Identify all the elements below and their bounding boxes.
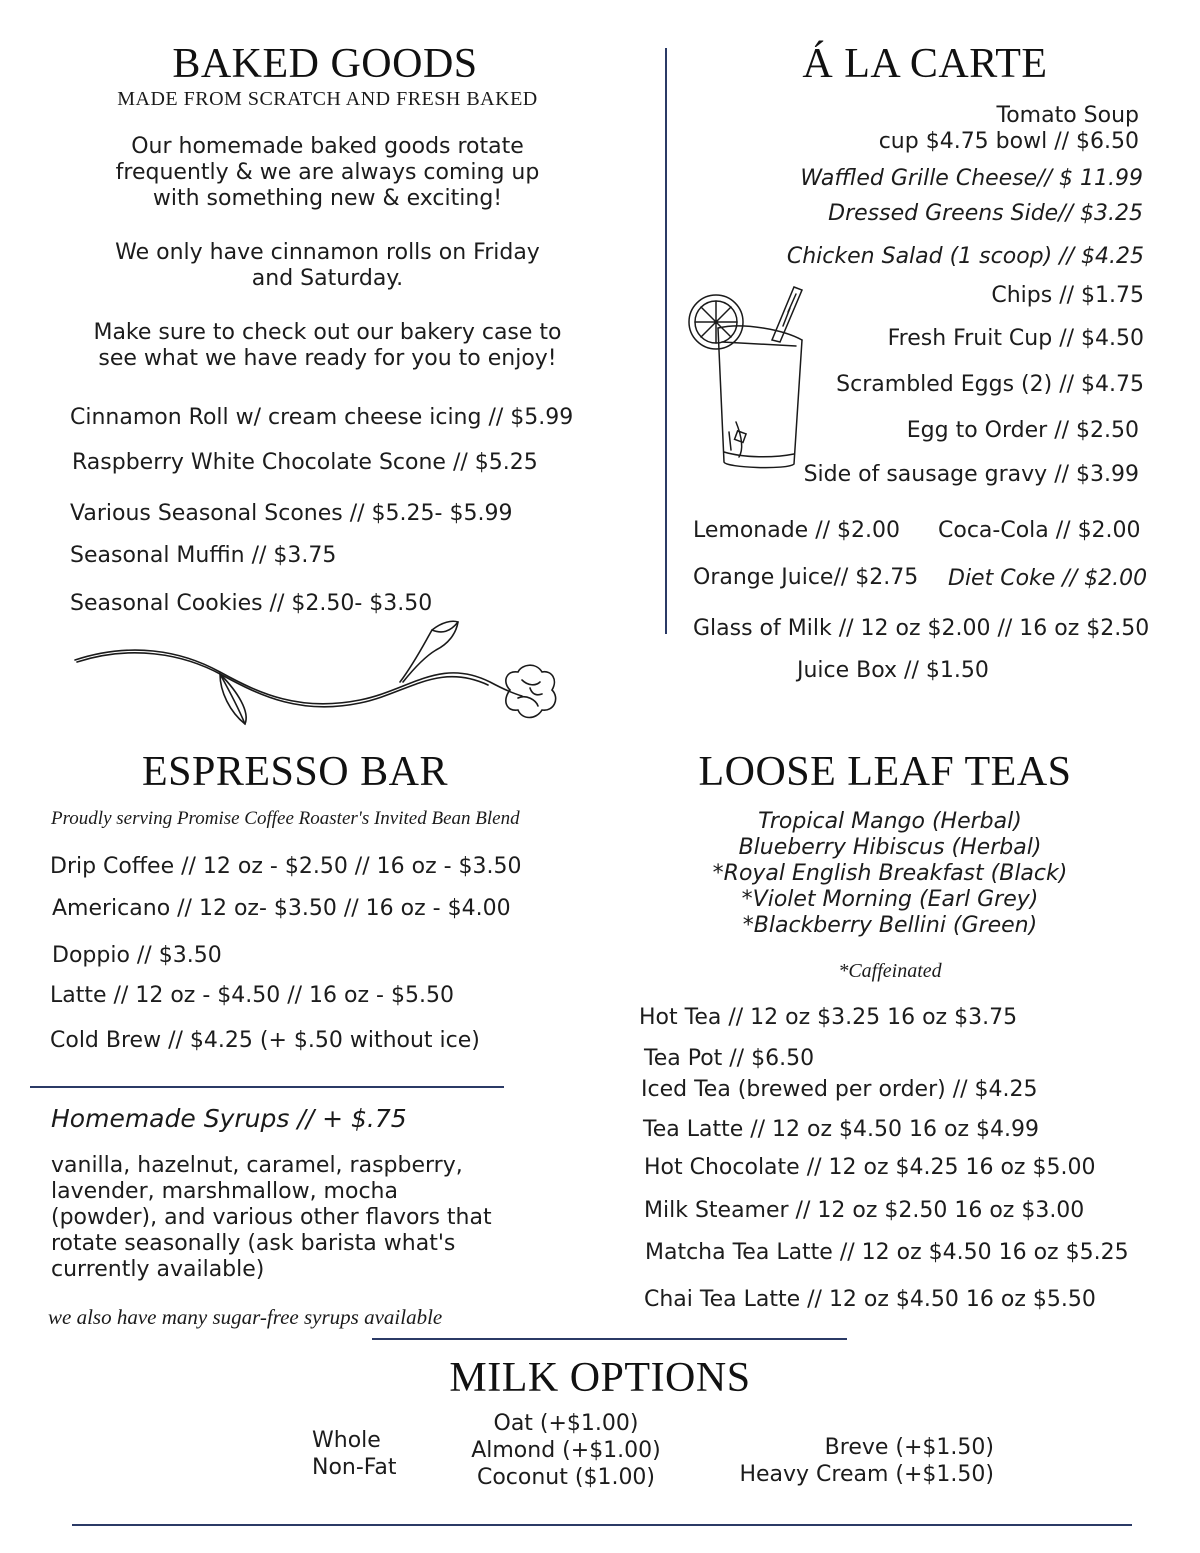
milk-option: Coconut ($1.00)	[476, 1465, 656, 1490]
espresso-divider	[30, 1086, 504, 1088]
tea-item: Tea Latte // 12 oz $4.50 16 oz $4.99	[643, 1117, 1039, 1142]
milk-top-divider	[372, 1338, 847, 1340]
syrups-heading: Homemade Syrups // + $.75	[51, 1104, 407, 1133]
syrups-line: lavender, marshmallow, mocha	[51, 1179, 398, 1204]
flower-vine-illustration	[70, 612, 570, 737]
tea-item: Iced Tea (brewed per order) // $4.25	[641, 1077, 1038, 1102]
milk-option: Oat (+$1.00)	[493, 1411, 639, 1436]
baked-goods-subtitle: MADE FROM SCRATCH AND FRESH BAKED	[117, 88, 538, 110]
espresso-item: Drip Coffee // 12 oz - $2.50 // 16 oz - $3.50	[50, 854, 522, 879]
drink-item: Coca-Cola // $2.00	[938, 518, 1141, 543]
baked-intro-line: and Saturday.	[251, 266, 404, 291]
espresso-item: Latte // 12 oz - $4.50 // 16 oz - $5.50	[50, 983, 454, 1008]
baked-goods-title: BAKED GOODS	[172, 41, 478, 87]
baked-item: Seasonal Cookies // $2.50- $3.50	[70, 591, 433, 616]
baked-intro-line: frequently & we are always coming up	[115, 160, 540, 185]
a-la-carte-item: Chips // $1.75	[991, 283, 1144, 308]
tea-item: Tea Pot // $6.50	[644, 1046, 815, 1071]
milk-option: Whole	[312, 1428, 381, 1453]
syrups-line: rotate seasonally (ask barista what's	[51, 1231, 456, 1256]
a-la-carte-item: Side of sausage gravy // $3.99	[803, 462, 1139, 487]
baked-intro-line: with something new & exciting!	[152, 186, 503, 211]
tea-variety: *Blackberry Bellini (Green)	[742, 913, 1038, 938]
a-la-carte-item: cup $4.75 bowl // $6.50	[878, 129, 1139, 154]
baked-intro-line: Make sure to check out our bakery case to	[93, 320, 562, 345]
footer-divider	[72, 1524, 1132, 1526]
tea-variety: *Violet Morning (Earl Grey)	[741, 887, 1039, 912]
a-la-carte-item: Egg to Order // $2.50	[906, 418, 1139, 443]
a-la-carte-item: Tomato Soup	[996, 103, 1139, 128]
a-la-carte-item: Dressed Greens Side// $3.25	[828, 201, 1143, 226]
baked-intro-line: We only have cinnamon rolls on Friday	[115, 240, 540, 265]
drink-item: Juice Box // $1.50	[797, 658, 989, 683]
a-la-carte-item: Fresh Fruit Cup // $4.50	[887, 326, 1144, 351]
baked-item: Various Seasonal Scones // $5.25- $5.99	[70, 501, 513, 526]
tea-item: Chai Tea Latte // 12 oz $4.50 16 oz $5.50	[644, 1287, 1096, 1312]
lemonade-glass-illustration	[684, 282, 814, 477]
a-la-carte-item: Chicken Salad (1 scoop) // $4.25	[786, 244, 1144, 269]
baked-intro-line: see what we have ready for you to enjoy!	[98, 346, 557, 371]
caffeinated-note: *Caffeinated	[838, 960, 942, 982]
syrups-line: currently available)	[51, 1257, 265, 1282]
milk-option: Heavy Cream (+$1.50)	[739, 1462, 994, 1487]
tea-variety: Blueberry Hibiscus (Herbal)	[738, 835, 1042, 860]
milk-options-title: MILK OPTIONS	[449, 1355, 751, 1401]
a-la-carte-title: Á LA CARTE	[802, 41, 1048, 87]
loose-leaf-teas-title: LOOSE LEAF TEAS	[698, 749, 1072, 795]
a-la-carte-item: Waffled Grille Cheese// $ 11.99	[800, 166, 1143, 191]
milk-option: Almond (+$1.00)	[471, 1438, 661, 1463]
tea-variety: *Royal English Breakfast (Black)	[712, 861, 1068, 886]
syrups-line: vanilla, hazelnut, caramel, raspberry,	[51, 1153, 463, 1178]
espresso-item: Doppio // $3.50	[52, 943, 222, 968]
tea-item: Hot Tea // 12 oz $3.25 16 oz $3.75	[639, 1005, 1018, 1030]
drink-item: Diet Coke // $2.00	[948, 566, 1148, 591]
sugar-free-note: we also have many sugar-free syrups available	[48, 1305, 443, 1329]
a-la-carte-item: Scrambled Eggs (2) // $4.75	[836, 372, 1144, 397]
baked-intro-line: Our homemade baked goods rotate	[131, 134, 524, 159]
syrups-line: (powder), and various other flavors that	[51, 1205, 492, 1230]
baked-item: Seasonal Muffin // $3.75	[70, 543, 337, 568]
tea-item: Matcha Tea Latte // 12 oz $4.50 16 oz $5.25	[645, 1240, 1129, 1265]
column-divider	[665, 48, 667, 634]
milk-option: Non-Fat	[312, 1455, 397, 1480]
espresso-bar-title: ESPRESSO BAR	[142, 749, 448, 795]
baked-item: Raspberry White Chocolate Scone // $5.25	[72, 450, 538, 475]
baked-item: Cinnamon Roll w/ cream cheese icing // $5.99	[70, 405, 574, 430]
drink-item: Glass of Milk // 12 oz $2.00 // 16 oz $2.50	[693, 616, 1150, 641]
drink-item: Orange Juice// $2.75	[693, 565, 919, 590]
tea-variety: Tropical Mango (Herbal)	[758, 809, 1022, 834]
espresso-item: Cold Brew // $4.25 (+ $.50 without ice)	[50, 1028, 480, 1053]
milk-option: Breve (+$1.50)	[824, 1435, 994, 1460]
espresso-tagline: Proudly serving Promise Coffee Roaster's Invited Bean Blend	[51, 808, 520, 829]
espresso-item: Americano // 12 oz- $3.50 // 16 oz - $4.00	[52, 896, 511, 921]
drink-item: Lemonade // $2.00	[693, 518, 901, 543]
tea-item: Hot Chocolate // 12 oz $4.25 16 oz $5.00	[644, 1155, 1096, 1180]
tea-item: Milk Steamer // 12 oz $2.50 16 oz $3.00	[644, 1198, 1085, 1223]
